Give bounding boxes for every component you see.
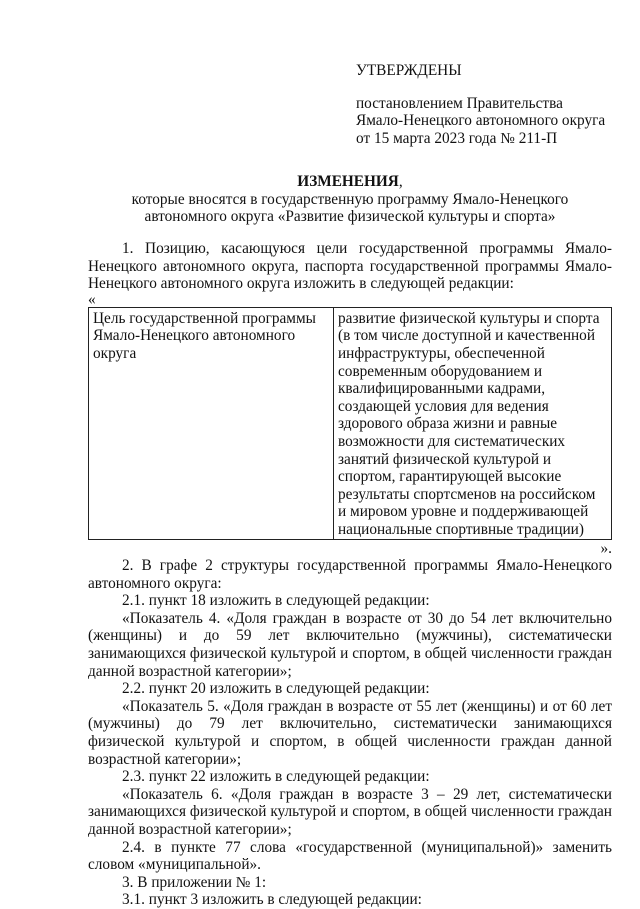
paragraph: 2.1. пункт 18 изложить в следующей редакции: xyxy=(122,592,430,610)
heading-subtitle-line: автономного округа «Развитие физической культуры и спорта» xyxy=(144,208,556,226)
table-cell-label: Цель государственной программы Ямало-Ненецкого автономного округа xyxy=(89,307,334,539)
approval-title: УТВЕРЖДЕНЫ xyxy=(356,62,462,79)
paragraph: «Показатель 5. «Доля граждан в возрасте от 55 лет (женщины) и от 60 лет (мужчины) до 79 лет включительно, систематически занимающихся физической культурой и спортом, в общей численности граждан данной возрастной категории»; xyxy=(88,697,612,768)
approval-line: постановлением Правительства xyxy=(356,94,563,112)
paragraph: 2.3. пункт 22 изложить в следующей редакции: xyxy=(122,768,430,786)
paragraph: 3.1. пункт 3 изложить в следующей редакции: xyxy=(122,891,422,909)
approval-line: от 15 марта 2023 года № 211-П xyxy=(356,129,558,147)
goal-table xyxy=(88,307,612,540)
paragraph: «Показатель 6. «Доля граждан в возрасте 3 – 29 лет, систематически занимающихся физической культурой и спортом, в общей численности граждан данной возрастной категории»; xyxy=(88,785,612,838)
heading-title-line xyxy=(88,173,612,191)
close-quote-mark: ». xyxy=(600,539,612,557)
paragraph: 2. В графе 2 структуры государственной программы Ямало-Ненецкого автономного округа: xyxy=(88,557,612,592)
document-body xyxy=(88,240,612,909)
table-row xyxy=(89,307,612,539)
approval-stamp xyxy=(356,62,626,147)
open-quote-mark: « xyxy=(88,290,96,308)
paragraph: 2.4. в пункте 77 слова «государственной (муниципальной)» заменить словом «муниципальной». xyxy=(88,838,612,874)
paragraph: 2.2. пункт 20 изложить в следующей редакции: xyxy=(122,680,430,698)
table-cell-value: развитие физической культуры и спорта (в том числе доступной и качественной инфраструктуры, обеспеченной современным оборудованием и квалифицированными кадрами, создающей условия для ведения здорового образа жизни и равные возможности для систематических занятий физической культурой и спортом, гарантирующей высокие результаты спортсменов на российском и мировом уровне и поддерживающей национальные спортивные традиции) xyxy=(334,307,612,539)
paragraph: «Показатель 4. «Доля граждан в возрасте от 30 до 54 лет включительно (женщины) и до 59 лет включительно (мужчины), систематически занимающихся физической культурой и спортом, в общей численности граждан данной возрастной категории»; xyxy=(88,609,612,680)
paragraph: 3. В приложении № 1: xyxy=(122,873,267,891)
heading-subtitle-line: которые вносятся в государственную программу Ямало-Ненецкого xyxy=(131,190,569,208)
heading-title: ИЗМЕНЕНИЯ xyxy=(297,173,399,190)
paragraph: 1. Позицию, касающуюся цели государственной программы Ямало-Ненецкого автономного округа, паспорта государственной программы Ямало-Ненецкого автономного округа изложить в следующей редакции: xyxy=(88,240,612,293)
heading-comma: , xyxy=(398,173,403,190)
document-heading xyxy=(88,173,612,226)
approval-line: Ямало-Ненецкого автономного округа xyxy=(356,112,606,130)
